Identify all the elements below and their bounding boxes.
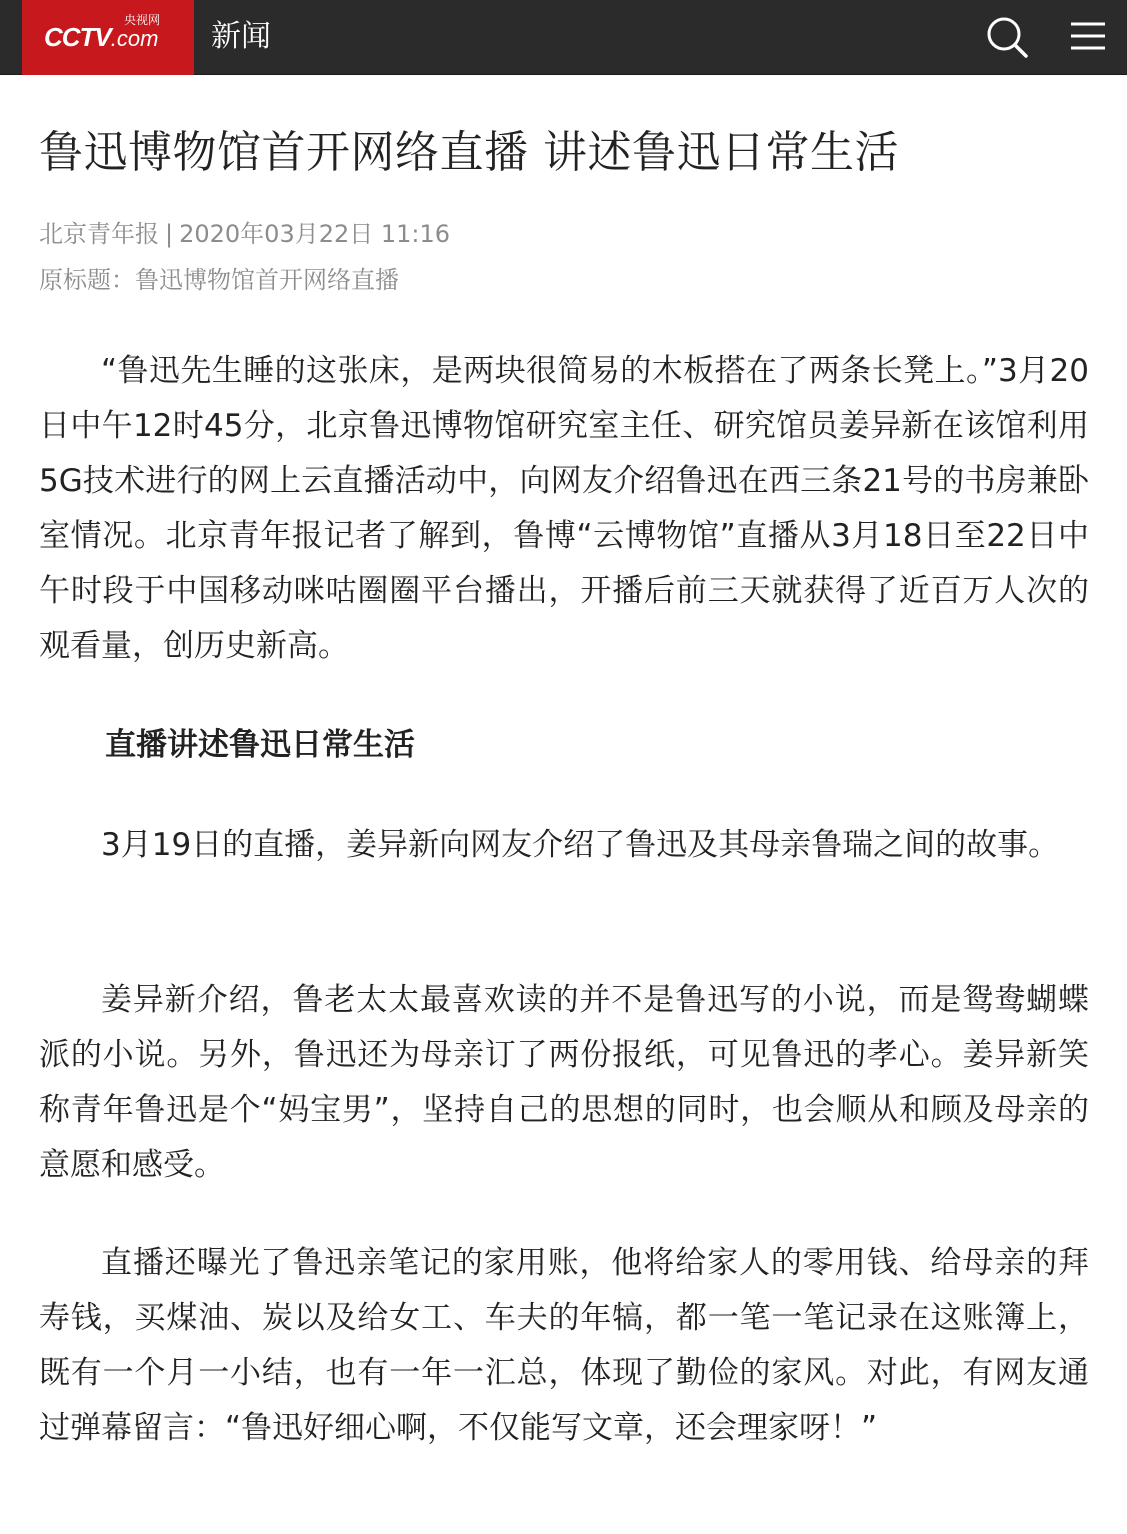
paragraph-1: “鲁迅先生睡的这张床，是两块很简易的木板搭在了两条长凳上。”3月20日中午12时45分，北京鲁迅博物馆研究室主任、研究馆员姜异新在该馆利用5G技术进行的网上云直播活动中，向网友介绍鲁迅在西三条21号的书房兼卧室情况。北京青年报记者了解到，鲁博“云博物馆”直播从3月18日至22日中午时段于中国移动咪咕圈圈平台播出，开播后前三天就获得了近百万人次的观看量，创历史新高。 <box>39 353 1089 664</box>
paragraph-3: 姜异新介绍，鲁老太太最喜欢读的并不是鲁迅写的小说，而是鸳鸯蝴蝶派的小说。另外，鲁迅还为母亲订了两份报纸，可见鲁迅的孝心。姜异新笑称青年鲁迅是个“妈宝男”，坚持自己的思想的同时，也会顺从和顾及母亲的意愿和感受。 <box>39 982 1089 1183</box>
paragraph-4: 直播还曝光了鲁迅亲笔记的家用账，他将给家人的零用钱、给母亲的拜寿钱，买煤油、炭以及给女工、车夫的年犒，都一笔一笔记录在这账簿上，既有一个月一小结，也有一年一汇总，体现了勤俭的家风。对此，有网友通过弹幕留言：“鲁迅好细心啊，不仅能写文章，还会理家呀！” <box>39 1245 1089 1446</box>
article-title: 鲁迅博物馆首开网络直播 讲述鲁迅日常生活 <box>39 127 899 178</box>
logo-suffix: .com <box>110 26 159 51</box>
meta-separator: | <box>165 220 174 248</box>
hamburger-menu-icon[interactable] <box>1068 16 1108 56</box>
logo-text <box>44 22 158 54</box>
article-meta <box>39 217 450 251</box>
paragraph-2: 3月19日的直播，姜异新向网友介绍了鲁迅及其母亲鲁瑞之间的故事。 <box>101 827 1060 863</box>
logo-main-text: CCTV <box>44 22 111 52</box>
original-title: 原标题：鲁迅博物馆首开网络直播 <box>39 266 399 294</box>
section-title[interactable]: 新闻 <box>211 19 271 54</box>
article-datetime: 2020年03月22日 11:16 <box>179 220 451 248</box>
article-subheading: 直播讲述鲁迅日常生活 <box>105 727 415 763</box>
top-navigation-bar <box>0 0 1127 75</box>
search-icon[interactable] <box>984 14 1030 60</box>
logo-chinese-text: 央视网 <box>124 13 161 27</box>
article-source[interactable]: 北京青年报 <box>39 220 159 248</box>
cctv-logo[interactable] <box>22 0 194 75</box>
